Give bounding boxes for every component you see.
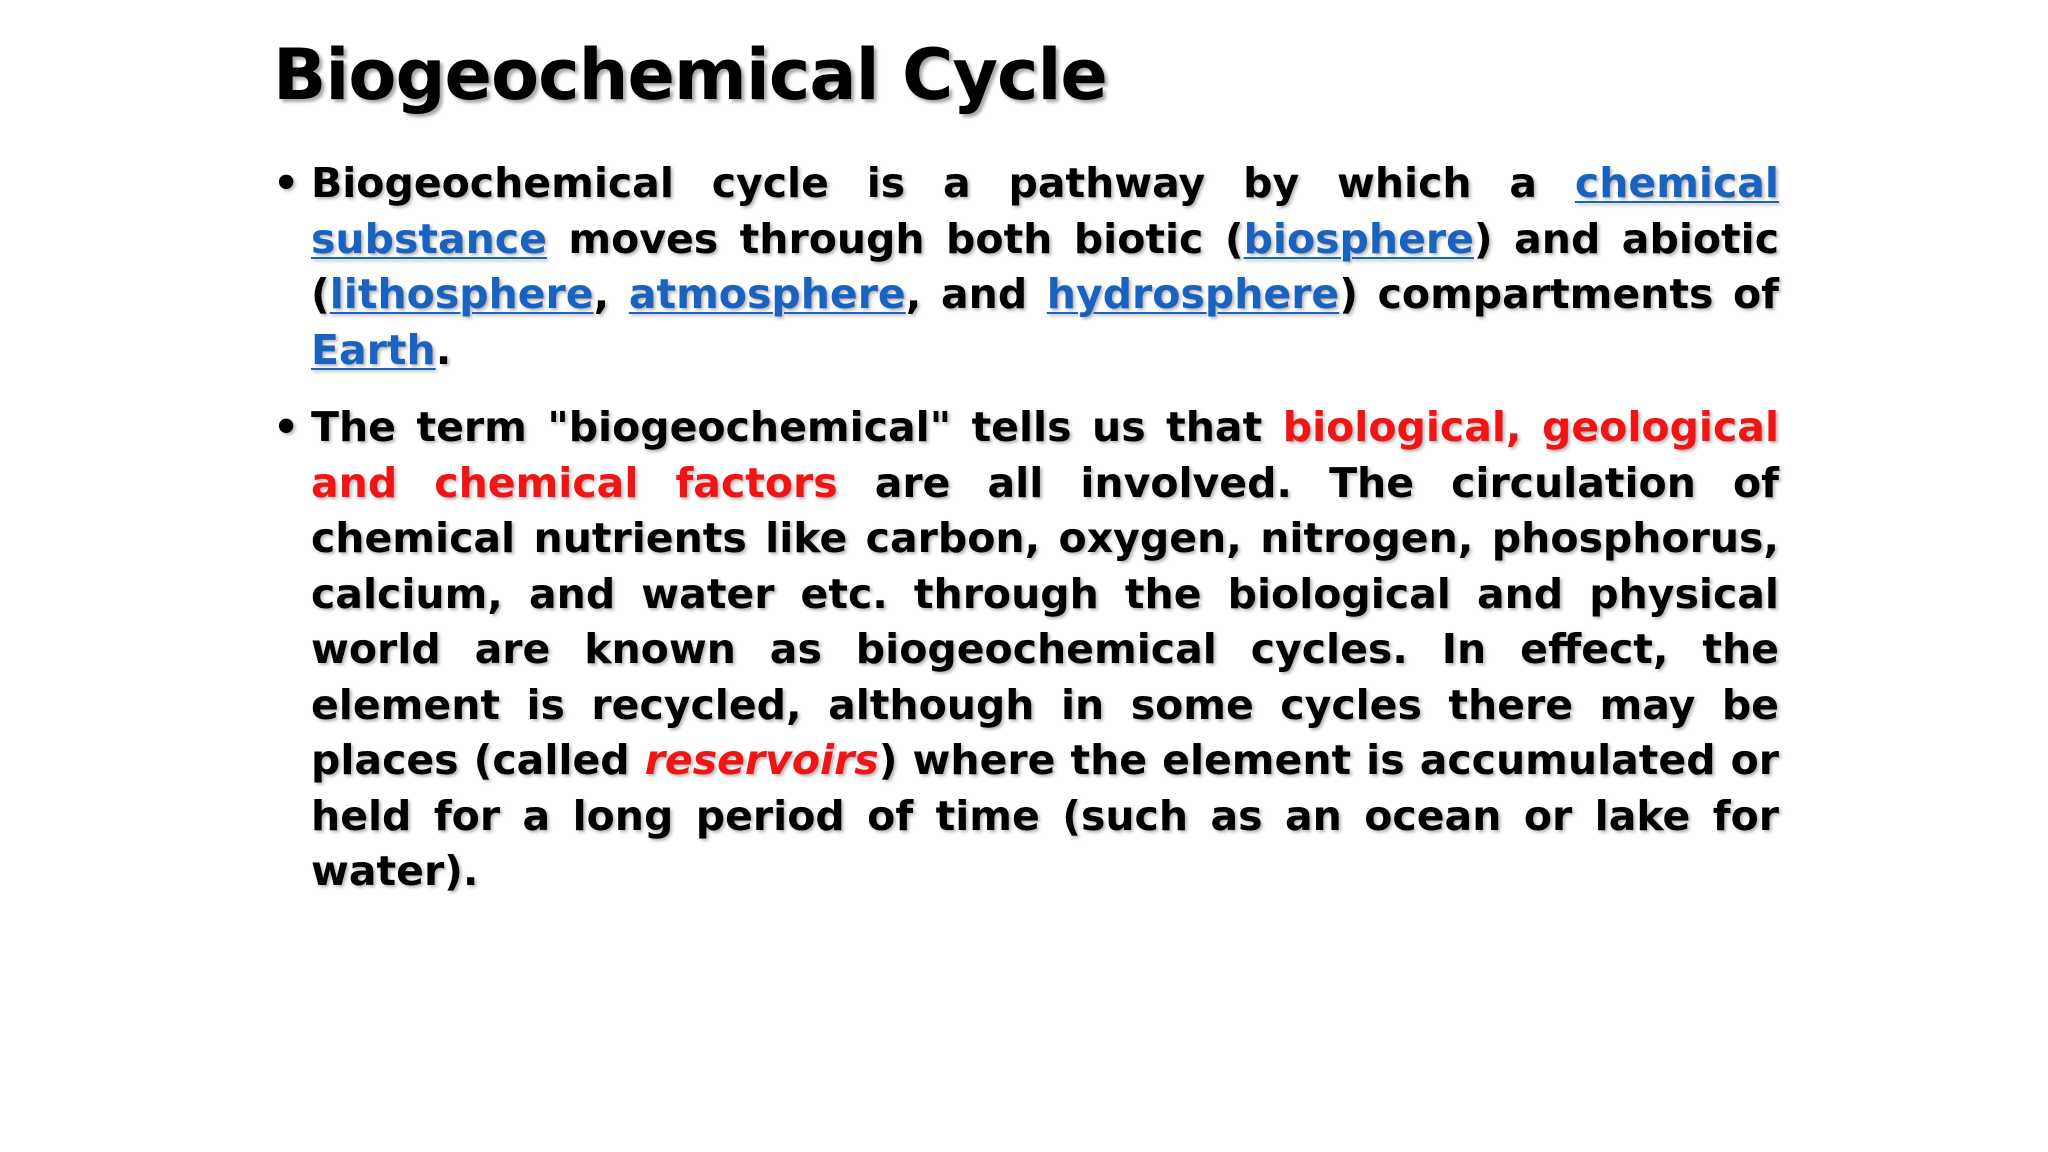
bullet1-text: ) compartments of <box>1339 270 1779 318</box>
bullet1-text: ) and abiotic ( <box>311 214 1779 318</box>
bullet-item-term-explanation <box>273 400 1779 900</box>
bullet2-text: ) where the element is accumulated or held for a long period of time (such as an ocean or lake for water). <box>311 736 1779 895</box>
bullet-item-definition <box>273 156 1779 378</box>
highlight-factors: biological, geological and chemical factors <box>311 403 1780 507</box>
bullet1-text: moves through both biotic ( <box>546 214 1244 263</box>
slide-title: Biogeochemical Cycle <box>273 34 1107 116</box>
bullet1-text: , <box>593 270 629 318</box>
link-hydrosphere[interactable]: hydrosphere <box>1046 270 1340 318</box>
bullet2-text: are all involved. The circulation of chemical nutrients like carbon, oxygen, nitrogen, phosphorus, calcium, and water etc. through the biological and physical world are known as biogeochemical cycles. In effect, the element is recycled, although in some cycles there may be places (called <box>311 458 1779 784</box>
bullet2-text: The term "biogeochemical" tells us that <box>311 403 1283 451</box>
link-chemical-substance[interactable]: chemical substance <box>311 159 1779 263</box>
highlight-reservoirs: reservoirs <box>644 736 879 784</box>
bullet-dot: • <box>273 403 300 451</box>
bullet-dot: • <box>273 159 300 207</box>
link-atmosphere[interactable]: atmosphere <box>628 270 906 318</box>
link-biosphere[interactable]: biosphere <box>1243 214 1474 263</box>
link-lithosphere[interactable]: lithosphere <box>329 270 594 318</box>
bullet1-text: . <box>435 325 452 374</box>
bullet1-text: , and <box>905 270 1047 318</box>
bullet-list <box>273 156 1779 922</box>
link-earth[interactable]: Earth <box>311 325 436 374</box>
bullet1-text: Biogeochemical cycle is a pathway by which a <box>311 159 1575 207</box>
